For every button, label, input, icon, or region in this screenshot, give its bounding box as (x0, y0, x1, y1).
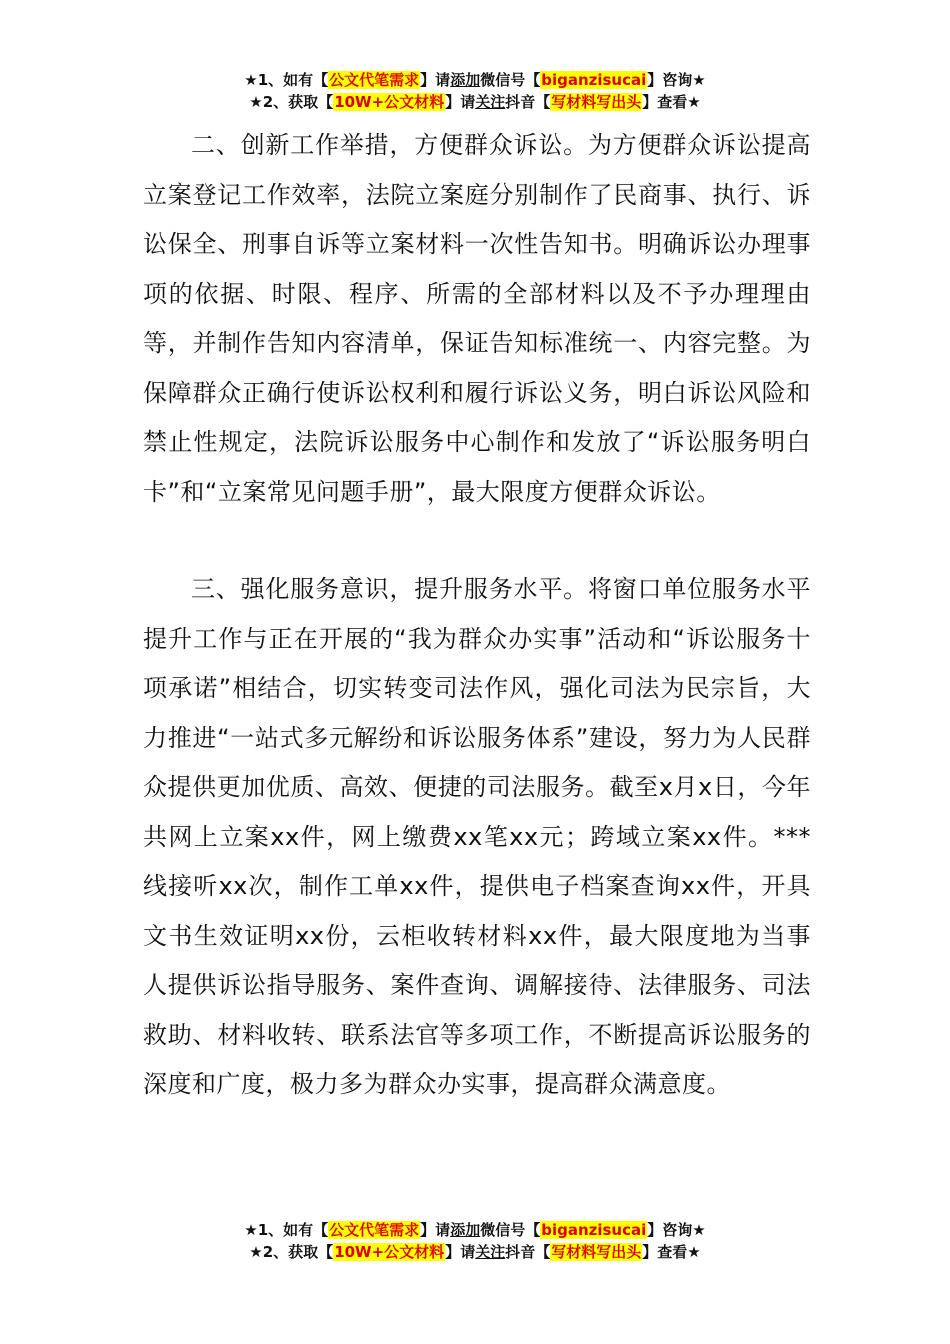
promo-underlined: 添加 (450, 71, 481, 89)
promo-highlight: 公文代笔需求 (329, 71, 420, 89)
promo-highlight: 10W+公文材料 (334, 1243, 445, 1261)
promo-text: ★2、获取【 (249, 1243, 334, 1261)
paragraph-service: 三、强化服务意识，提升服务水平。将窗口单位服务水平提升工作与正在开展的“我为群众办实事”活动和“诉讼服务十项承诺”相结合，切实转变司法作风，强化司法为民宗旨，大力推进“一站式多元解纷和诉讼服务体系”建设，努力为人民群众提供更加优质、高效、便捷的司法服务。截至x月x日，今年共网上立案xx件，网上缴费xx笔xx元；跨域立案xx件。***线接听xx次，制作工单xx件，提供电子档案查询xx件，开具文书生效证明xx份，云柜收转材料xx件，最大限度地为当事人提供诉讼指导服务、案件查询、调解接待、法律服务、司法救助、材料收转、联系法官等多项工作，不断提高诉讼服务的深度和广度，极力多为群众办实事，提高群众满意度。 (143, 575, 811, 1098)
paragraph-gap (143, 517, 811, 565)
promo-text: 】请 (445, 1243, 476, 1261)
promo-text: 】请 (420, 1221, 451, 1239)
promo-line-2 (0, 1241, 950, 1263)
promo-text: 】咨询★ (647, 1221, 706, 1239)
promo-highlight: biganzisucai (541, 1221, 647, 1239)
promo-highlight: 写材料写出头 (551, 1243, 642, 1261)
document-body (143, 121, 811, 1110)
promo-text: 】请 (420, 71, 451, 89)
promo-text: 】咨询★ (647, 71, 706, 89)
promo-text: ★2、获取【 (249, 93, 334, 111)
promo-banner-top (0, 69, 950, 113)
promo-underlined: 关注 (475, 93, 506, 111)
promo-text: ★1、如有【 (244, 71, 329, 89)
promo-banner-bottom (0, 1219, 950, 1263)
promo-text: 】查看★ (642, 93, 701, 111)
promo-line-1 (0, 69, 950, 91)
promo-highlight: 写材料写出头 (551, 93, 642, 111)
promo-text: 】请 (445, 93, 476, 111)
promo-text: 】查看★ (642, 1243, 701, 1261)
promo-text: ★1、如有【 (244, 1221, 329, 1239)
promo-underlined: 添加 (450, 1221, 481, 1239)
promo-line-1 (0, 1219, 950, 1241)
promo-text: 微信号【 (480, 71, 541, 89)
paragraph-innovation: 二、创新工作举措，方便群众诉讼。为方便群众诉讼提高立案登记工作效率，法院立案庭分别制作了民商事、执行、诉讼保全、刑事自诉等立案材料一次性告知书。明确诉讼办理事项的依据、时限、程序、所需的全部材料以及不予办理理由等，并制作告知内容清单，保证告知标准统一、内容完整。为保障群众正确行使诉讼权利和履行诉讼义务，明白诉讼风险和禁止性规定，法院诉讼服务中心制作和发放了“诉讼服务明白卡”和“立案常见问题手册”，最大限度方便群众诉讼。 (143, 131, 811, 506)
promo-text: 抖音【 (505, 1243, 551, 1261)
promo-text: 抖音【 (505, 93, 551, 111)
promo-line-2 (0, 91, 950, 113)
promo-underlined: 关注 (475, 1243, 506, 1261)
promo-text: 微信号【 (480, 1221, 541, 1239)
promo-highlight: 公文代笔需求 (329, 1221, 420, 1239)
promo-highlight: 10W+公文材料 (334, 93, 445, 111)
promo-highlight: biganzisucai (541, 71, 647, 89)
